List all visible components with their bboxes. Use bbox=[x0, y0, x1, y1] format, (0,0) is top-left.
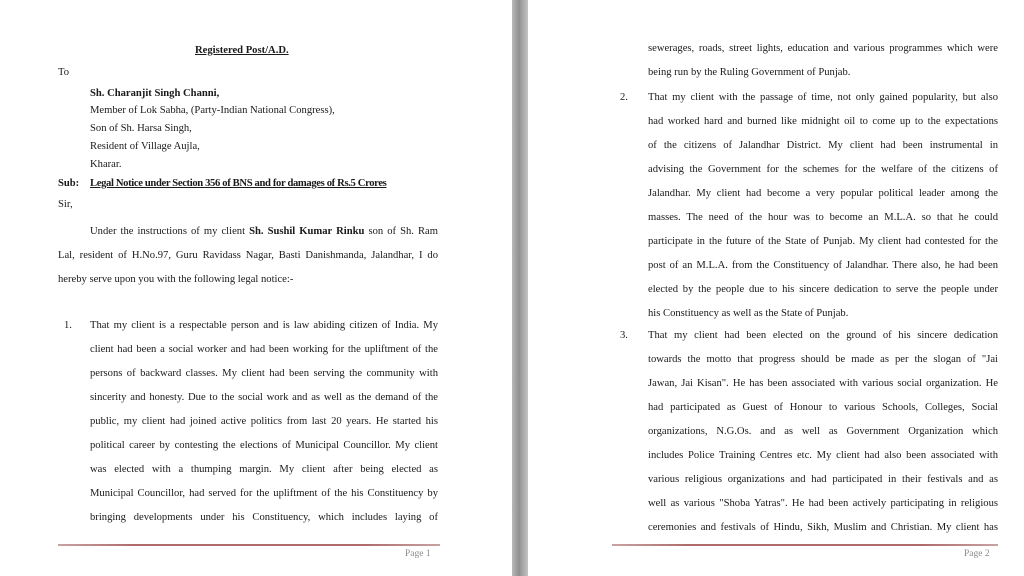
paragraph-line: had participated as Guest of Honour to various Schools, Colleges, Social bbox=[648, 402, 998, 413]
paragraph-line: includes Police Training Centres etc. My client had also been associated with bbox=[648, 450, 998, 461]
paragraph-line: client had been a social worker and had been working for the upliftment of the bbox=[90, 344, 438, 355]
paragraph-line: public, my client had joined active politics from last 20 years. He started his bbox=[90, 416, 438, 427]
paragraph-line: bringing developments under his Constituency, which includes laying of bbox=[90, 512, 438, 523]
to-label: To bbox=[58, 67, 70, 78]
paragraph-line: political career by contesting the elections of Municipal Councillor. My client bbox=[90, 440, 438, 451]
paragraph-line: sewerages, roads, street lights, education and various programmes which were bbox=[648, 43, 998, 54]
page-number: Page 2 bbox=[964, 549, 990, 559]
paragraph-line: organizations, N.G.Os. and as well as Government Organization which bbox=[648, 426, 998, 437]
addressee-line: Son of Sh. Harsa Singh, bbox=[90, 123, 192, 134]
intro-line: hereby serve upon you with the following legal notice:- bbox=[58, 274, 294, 285]
page-gutter bbox=[512, 0, 528, 576]
page-number: Page 1 bbox=[405, 549, 431, 559]
paragraph-number: 3. bbox=[620, 330, 628, 341]
paragraph-line: post of an M.L.A. from the Constituency of Jalandhar. There also, he had been bbox=[648, 260, 998, 271]
addressee-line: Kharar. bbox=[90, 159, 122, 170]
letter-heading: Registered Post/A.D. bbox=[195, 45, 289, 56]
footer-rule bbox=[58, 544, 440, 546]
intro-line: Lal, resident of H.No.97, Guru Ravidass Nagar, Basti Danishmanda, Jalandhar, I do bbox=[58, 250, 438, 261]
paragraph-line: Jalandhar. My client had become a very popular political leader among the bbox=[648, 188, 998, 199]
subject-text: Legal Notice under Section 356 of BNS and for damages of Rs.5 Crores bbox=[90, 178, 387, 189]
paragraph-line: participate in the future of the State of Punjab. My client had contested for the bbox=[648, 236, 998, 247]
subject-label: Sub: bbox=[58, 178, 80, 189]
addressee-line: Member of Lok Sabha, (Party-Indian National Congress), bbox=[90, 105, 335, 116]
paragraph-line: was elected with a thumping margin. My client after being elected as bbox=[90, 464, 438, 475]
paragraph-line: Municipal Councillor, had served for the upliftment of the his Constituency by bbox=[90, 488, 438, 499]
paragraph-line: of the citizens of Jalandhar District. My client had been instrumental in bbox=[648, 140, 998, 151]
paragraph-line: That my client with the passage of time, not only gained popularity, but also bbox=[648, 92, 998, 103]
intro-line: Under the instructions of my client Sh. Sushil Kumar Rinku son of Sh. Ram bbox=[90, 226, 438, 237]
paragraph-number: 2. bbox=[620, 92, 628, 103]
salutation: Sir, bbox=[58, 199, 73, 210]
paragraph-line: well as various "Shoba Yatras". He had been actively participating in religious bbox=[648, 498, 998, 509]
paragraph-line: his Constituency as well as the State of Punjab. bbox=[648, 308, 849, 319]
addressee-line: Resident of Village Aujla, bbox=[90, 141, 200, 152]
paragraph-line: That my client had been elected on the ground of his sincere dedication bbox=[648, 330, 998, 341]
paragraph-number: 1. bbox=[64, 320, 72, 331]
paragraph-line: sincerity and honesty. Due to the social work and as well as the demand of the bbox=[90, 392, 438, 403]
paragraph-line: masses. The need of the hour was to become an M.L.A. so that he could bbox=[648, 212, 998, 223]
paragraph-line: That my client is a respectable person and is law abiding citizen of India. My bbox=[90, 320, 438, 331]
addressee-name: Sh. Charanjit Singh Channi, bbox=[90, 88, 220, 99]
paragraph-line: elected by the people due to his sincere dedication to serve the people under bbox=[648, 284, 998, 295]
paragraph-line: persons of backward classes. My client had been serving the community with bbox=[90, 368, 438, 379]
document-page-2 bbox=[528, 0, 1024, 576]
paragraph-line: had worked hard and burned like midnight oil to come up to the expectations bbox=[648, 116, 998, 127]
footer-rule bbox=[612, 544, 998, 546]
paragraph-line: advising the Government for the schemes for the welfare of the citizens of bbox=[648, 164, 998, 175]
paragraph-line: Jawan, Jai Kisan". He has been associated with various social organization. He bbox=[648, 378, 998, 389]
paragraph-line: ceremonies and festivals of Hindu, Sikh, Muslim and Christian. My client has bbox=[648, 522, 998, 533]
paragraph-line: towards the motto that progress should be made as per the slogan of "Jai bbox=[648, 354, 998, 365]
paragraph-line: being run by the Ruling Government of Punjab. bbox=[648, 67, 851, 78]
paragraph-line: various religious organizations and had participated in their festivals and as bbox=[648, 474, 998, 485]
